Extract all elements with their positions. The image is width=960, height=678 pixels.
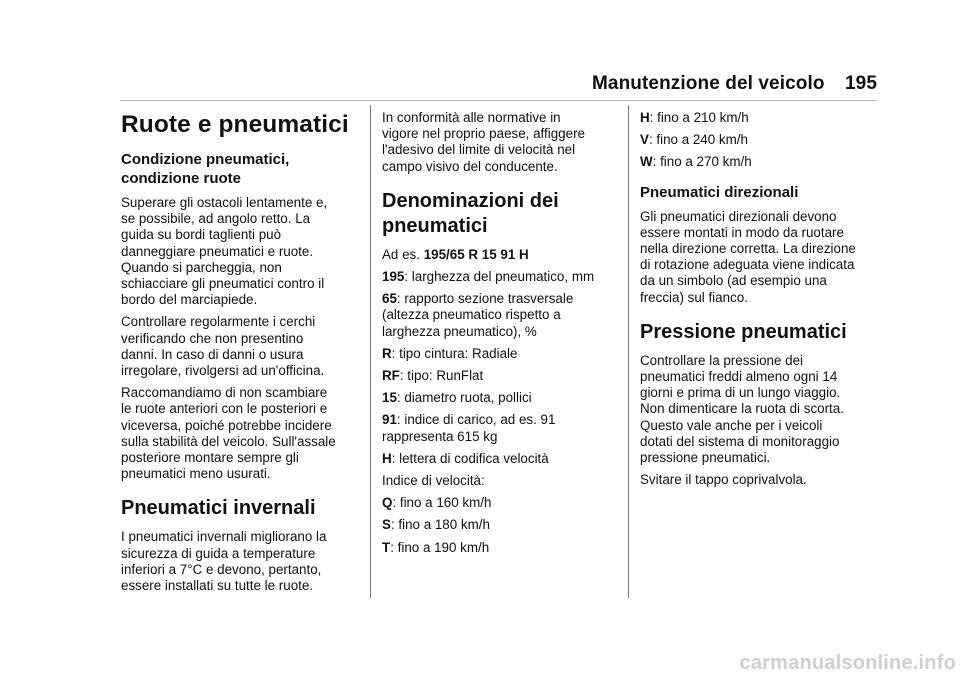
paragraph: Gli pneumatici direzionali devono essere montati in modo da ruotare nella direzione corretta. La direzione di rotazione adeguata viene indicata da un simbolo (ad esempio una freccia) sul fianco. bbox=[640, 208, 856, 305]
column-2 bbox=[382, 110, 618, 562]
example-line: Ad es. 195/65 R 15 91 H bbox=[382, 246, 529, 262]
speed-index-label: Indice di velocità: bbox=[382, 473, 485, 489]
running-section-title: Manutenzione del veicolo bbox=[592, 73, 825, 94]
column-3 bbox=[640, 110, 880, 494]
page-title: Ruote e pneumatici bbox=[121, 111, 349, 138]
page-header bbox=[592, 70, 877, 98]
paragraph: Svitare il tappo coprivalvola. bbox=[640, 472, 807, 488]
column-divider-2 bbox=[628, 105, 629, 598]
list-item: 65: rapporto sezione trasversale (altezza pneumatico rispetto a larghezza pneumatico), % bbox=[382, 291, 574, 339]
paragraph: Controllare regolarmente i cerchi verificando che non presentino danni. In caso di danni o usura irregolare, rivolgersi ad un'officina. bbox=[121, 314, 325, 379]
list-item: 195: larghezza del pneumatico, mm bbox=[382, 269, 595, 285]
speed-item: W: fino a 270 km/h bbox=[640, 154, 752, 170]
paragraph: I pneumatici invernali migliorano la sicurezza di guida a temperature inferiori a 7°C e devono, pertanto, essere installati su tutte le ruote. bbox=[121, 529, 327, 594]
list-item: R: tipo cintura: Radiale bbox=[382, 345, 518, 361]
speed-item: Q: fino a 160 km/h bbox=[382, 495, 492, 511]
subheading-directional: Pneumatici direzionali bbox=[640, 183, 799, 201]
column-1 bbox=[121, 110, 361, 600]
speed-item: S: fino a 180 km/h bbox=[382, 517, 490, 533]
list-item: H: lettera di codifica velocità bbox=[382, 450, 549, 466]
header-rule bbox=[120, 100, 877, 101]
speed-item: H: fino a 210 km/h bbox=[640, 110, 749, 125]
section-title-winter-tires: Pneumatici invernali bbox=[121, 497, 316, 520]
paragraph: Raccomandiamo di non scambiare le ruote anteriori con le posteriori e viceversa, poiché potrebbe incidere sulla stabilità del veicolo. Sull'assale posteriore montare sempre gli pneumatici meno usurati. bbox=[121, 385, 336, 482]
speed-item: V: fino a 240 km/h bbox=[640, 132, 748, 148]
paragraph: In conformità alle normative in vigore nel proprio paese, affiggere l'adesivo del limite di velocità nel campo visivo del conducente. bbox=[382, 110, 585, 174]
paragraph: Superare gli ostacoli lentamente e, se possibile, ad angolo retto. La guida su bordi taglienti può danneggiare pneumatici e ruote. Quando si parcheggia, non schiacciare gli pneumatici contro il bordo del marciapiede. bbox=[121, 195, 328, 308]
page-number: 195 bbox=[844, 73, 877, 94]
paragraph: Controllare la pressione dei pneumatici freddi almeno ogni 14 giorni e prima di un lungo viaggio. Non dimenticare la ruota di scorta. Questo vale anche per i veicoli dotati del sistema di monitoraggio pressione pneumatici. bbox=[640, 352, 844, 466]
column-divider-1 bbox=[370, 105, 371, 598]
list-item: 91: indice di carico, ad es. 91 rappresenta 615 kg bbox=[382, 412, 556, 444]
subheading-condition: Condizione pneumatici, condizione ruote bbox=[121, 151, 290, 187]
speed-item: T: fino a 190 km/h bbox=[382, 539, 490, 555]
example-code: 195/65 R 15 91 H bbox=[423, 246, 529, 262]
watermark: carmanualsonline.info bbox=[739, 652, 956, 674]
list-item: 15: diametro ruota, pollici bbox=[382, 390, 532, 406]
section-title-tire-designations: Denominazioni dei pneumatici bbox=[382, 189, 559, 237]
list-item: RF: tipo: RunFlat bbox=[382, 368, 484, 384]
section-title-tire-pressure: Pressione pneumatici bbox=[640, 320, 847, 343]
